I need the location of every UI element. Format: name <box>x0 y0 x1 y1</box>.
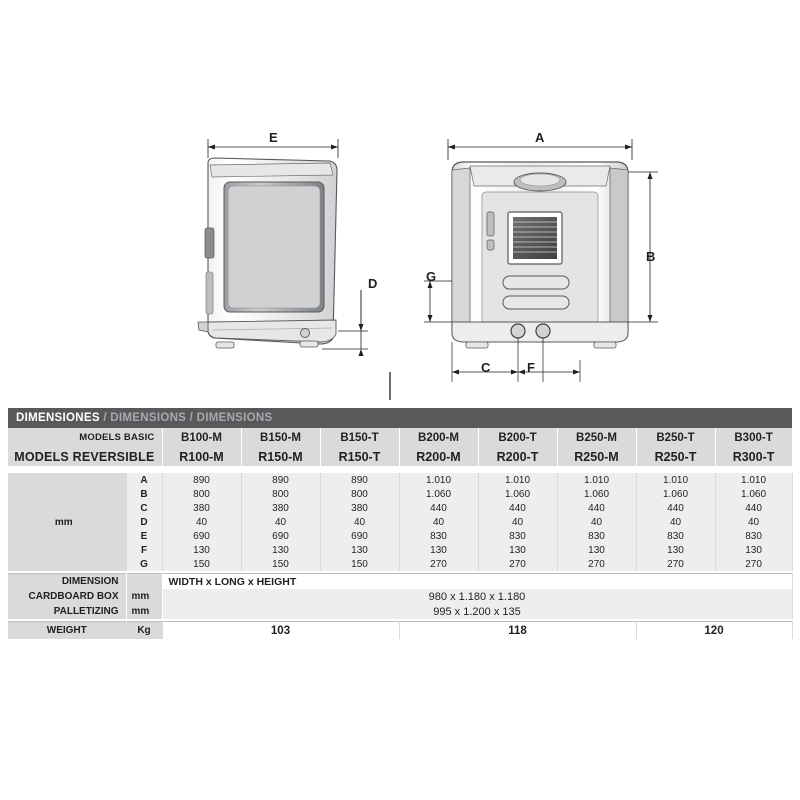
dim-E-0: 690 <box>162 529 241 543</box>
dim-D-0: 40 <box>162 515 241 529</box>
model-basic-1: B150-M <box>241 428 320 447</box>
model-basic-7: B300-T <box>715 428 792 447</box>
table-row-A <box>8 473 792 487</box>
dim-G-5: 270 <box>557 557 636 571</box>
dim-E-3: 830 <box>399 529 478 543</box>
dim-D-6: 40 <box>636 515 715 529</box>
dimension-label-F: F <box>527 360 535 375</box>
dim-D-2: 40 <box>320 515 399 529</box>
dim-row-label-A: A <box>126 473 162 487</box>
dimension-row-value: WIDTH x LONG x HEIGHT <box>162 574 792 590</box>
weight-value-2: 120 <box>636 622 792 640</box>
band-title-main: DIMENSIONES <box>16 412 100 424</box>
packaging-dimension-row <box>8 574 792 590</box>
table-row-G <box>8 557 792 571</box>
dim-A-4: 1.010 <box>478 473 557 487</box>
dim-E-4: 830 <box>478 529 557 543</box>
dim-D-1: 40 <box>241 515 320 529</box>
table-row-B <box>8 487 792 501</box>
table-row-E <box>8 529 792 543</box>
dim-row-label-G: G <box>126 557 162 571</box>
weight-value-0: 103 <box>162 622 399 640</box>
model-reversible-3: R200-M <box>399 447 478 466</box>
dim-B-6: 1.060 <box>636 487 715 501</box>
palletizing-value: 995 x 1.200 x 135 <box>162 604 792 619</box>
cardboard-box-value: 980 x 1.180 x 1.180 <box>162 589 792 604</box>
dimension-label-E: E <box>269 130 278 145</box>
packaging-table <box>8 573 793 619</box>
dim-E-1: 690 <box>241 529 320 543</box>
dim-F-0: 130 <box>162 543 241 557</box>
dim-B-1: 800 <box>241 487 320 501</box>
dim-C-3: 440 <box>399 501 478 515</box>
dim-C-1: 380 <box>241 501 320 515</box>
palletizing-row <box>8 604 792 619</box>
dim-row-label-F: F <box>126 543 162 557</box>
dim-G-0: 150 <box>162 557 241 571</box>
dim-D-7: 40 <box>715 515 792 529</box>
band-title-sub: / DIMENSIONS / DIMENSIONS <box>103 412 273 424</box>
model-reversible-4: R200-T <box>478 447 557 466</box>
model-reversible-2: R150-T <box>320 447 399 466</box>
dim-row-label-E: E <box>126 529 162 543</box>
dim-B-7: 1.060 <box>715 487 792 501</box>
cardboard-box-unit: mm <box>126 589 162 604</box>
dim-C-5: 440 <box>557 501 636 515</box>
dim-E-2: 690 <box>320 529 399 543</box>
palletizing-label: PALLETIZING <box>8 604 126 619</box>
dim-A-0: 890 <box>162 473 241 487</box>
dim-G-7: 270 <box>715 557 792 571</box>
table-row-C <box>8 501 792 515</box>
table-row-D <box>8 515 792 529</box>
dim-C-7: 440 <box>715 501 792 515</box>
dim-E-6: 830 <box>636 529 715 543</box>
table-row-F <box>8 543 792 557</box>
cardboard-box-label: CARDBOARD BOX <box>8 589 126 604</box>
model-reversible-1: R150-M <box>241 447 320 466</box>
table-spacer-cell <box>8 466 792 473</box>
dim-B-3: 1.060 <box>399 487 478 501</box>
table-band-title-row <box>8 408 792 428</box>
model-reversible-5: R250-M <box>557 447 636 466</box>
dim-row-label-B: B <box>126 487 162 501</box>
models-basic-label: MODELS BASIC <box>8 428 162 447</box>
band-title-cell <box>8 408 792 428</box>
table-spacer-row <box>8 466 792 473</box>
cardboard-box-row <box>8 589 792 604</box>
dim-C-0: 380 <box>162 501 241 515</box>
dim-C-2: 380 <box>320 501 399 515</box>
dim-C-4: 440 <box>478 501 557 515</box>
dim-G-2: 150 <box>320 557 399 571</box>
dim-A-7: 1.010 <box>715 473 792 487</box>
dimension-label-C: C <box>481 360 491 375</box>
palletizing-unit: mm <box>126 604 162 619</box>
dim-B-4: 1.060 <box>478 487 557 501</box>
dimension-label-A: A <box>535 130 545 145</box>
dim-row-label-D: D <box>126 515 162 529</box>
dim-B-0: 800 <box>162 487 241 501</box>
model-basic-3: B200-M <box>399 428 478 447</box>
model-basic-0: B100-M <box>162 428 241 447</box>
dim-D-3: 40 <box>399 515 478 529</box>
dim-G-1: 150 <box>241 557 320 571</box>
dim-D-5: 40 <box>557 515 636 529</box>
unit-mm-cell: mm <box>8 473 126 571</box>
weight-label: WEIGHT <box>8 622 126 640</box>
dimensions-table <box>8 408 793 571</box>
dimension-row-label: DIMENSION <box>8 574 126 590</box>
dimension-label-G: G <box>426 269 437 284</box>
weight-value-1: 118 <box>399 622 636 640</box>
dim-A-2: 890 <box>320 473 399 487</box>
models-basic-row <box>8 428 792 447</box>
dimensions-table-wrapper <box>8 408 792 639</box>
dim-B-2: 800 <box>320 487 399 501</box>
models-reversible-label: MODELS REVERSIBLE <box>8 447 162 466</box>
weight-unit: Kg <box>126 622 162 640</box>
dim-F-6: 130 <box>636 543 715 557</box>
model-basic-6: B250-T <box>636 428 715 447</box>
dim-G-4: 270 <box>478 557 557 571</box>
dim-E-7: 830 <box>715 529 792 543</box>
dim-E-5: 830 <box>557 529 636 543</box>
model-basic-4: B200-T <box>478 428 557 447</box>
dimension-label-B: B <box>646 249 656 264</box>
models-reversible-row <box>8 447 792 466</box>
dim-F-2: 130 <box>320 543 399 557</box>
dimension-label-D: D <box>368 276 378 291</box>
dim-G-6: 270 <box>636 557 715 571</box>
dimension-row-unit <box>126 574 162 590</box>
model-basic-5: B250-M <box>557 428 636 447</box>
model-reversible-0: R100-M <box>162 447 241 466</box>
dim-row-label-C: C <box>126 501 162 515</box>
dim-F-1: 130 <box>241 543 320 557</box>
model-reversible-6: R250-T <box>636 447 715 466</box>
dim-D-4: 40 <box>478 515 557 529</box>
weight-table <box>8 621 793 639</box>
dim-B-5: 1.060 <box>557 487 636 501</box>
model-reversible-7: R300-T <box>715 447 792 466</box>
dim-A-3: 1.010 <box>399 473 478 487</box>
model-basic-2: B150-T <box>320 428 399 447</box>
side-view-group <box>198 139 368 356</box>
dim-A-5: 1.010 <box>557 473 636 487</box>
dim-F-5: 130 <box>557 543 636 557</box>
dim-F-7: 130 <box>715 543 792 557</box>
dim-A-1: 890 <box>241 473 320 487</box>
weight-row <box>8 622 792 640</box>
dim-A-6: 1.010 <box>636 473 715 487</box>
dim-F-3: 130 <box>399 543 478 557</box>
dim-C-6: 440 <box>636 501 715 515</box>
dim-G-3: 270 <box>399 557 478 571</box>
dim-F-4: 130 <box>478 543 557 557</box>
